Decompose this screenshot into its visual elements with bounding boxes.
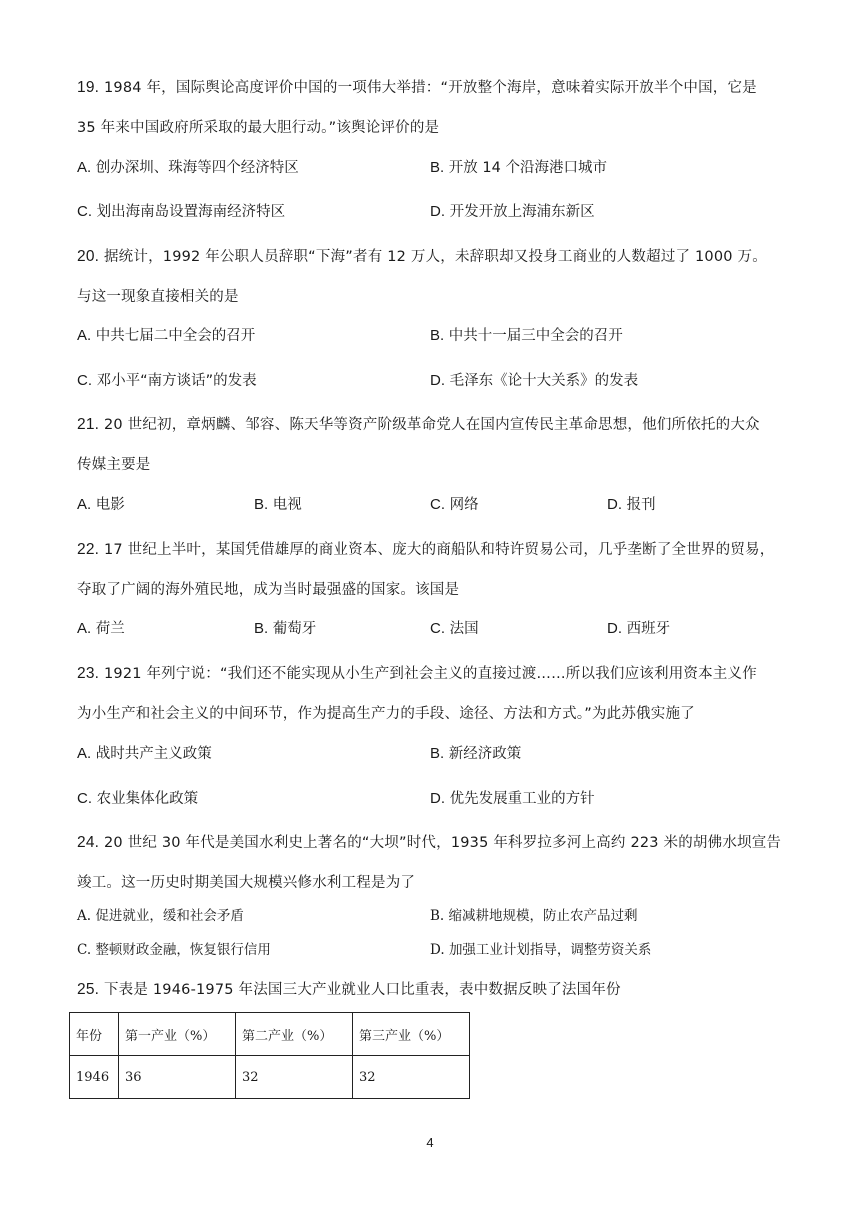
q20-stem-line2: 与这一现象直接相关的是 (77, 289, 239, 305)
q23-stem-line1: 1921 年列宁说：“我们还不能实现从小生产到社会主义的直接过渡……所以我们应该利用资本主义作 (103, 666, 757, 682)
q24-stem-line1: 20 世纪 30 年代是美国水利史上著名的“大坝”时代，1935 年科罗拉多河上高约 223 米的胡佛水坝宣告 (103, 835, 782, 851)
employment-table (69, 1012, 470, 1099)
table-header-cell: 第三产业（%） (353, 1013, 470, 1056)
table-header-cell: 第一产业（%） (119, 1013, 236, 1056)
q23-option-d: D. 优先发展重工业的方针 (430, 790, 595, 807)
q20-option-c: C. 邓小平“南方谈话”的发表 (77, 372, 257, 389)
table-cell: 1946 (70, 1056, 119, 1099)
q23-line1 (77, 664, 757, 684)
table-header-cell: 第二产业（%） (236, 1013, 353, 1056)
q22-option-d: D. 西班牙 (607, 620, 671, 637)
q19-option-a: A. 创办深圳、珠海等四个经济特区 (77, 159, 299, 176)
q25-stem-line1: 下表是 1946-1975 年法国三大产业就业人口比重表，表中数据反映了法国年份 (103, 982, 621, 998)
q19-option-b: B. 开放 14 个沿海港口城市 (430, 159, 607, 176)
page-number: 4 (426, 1135, 434, 1150)
q24-line1 (77, 833, 781, 853)
table-header-row (70, 1013, 470, 1056)
table-header-cell: 年份 (70, 1013, 119, 1056)
table-cell: 36 (119, 1056, 236, 1099)
q22-option-a: A. 荷兰 (77, 620, 125, 637)
q19-option-d: D. 开发开放上海浦东新区 (430, 203, 595, 220)
q19-number: 19. (77, 79, 100, 96)
q24-option-d: D. 加强工业计划指导，调整劳资关系 (430, 942, 652, 958)
q20-option-a: A. 中共七届二中全会的召开 (77, 327, 256, 344)
q19-line1 (77, 78, 757, 98)
q20-stem-line1: 据统计，1992 年公职人员辞职“下海”者有 12 万人，未辞职却又投身工商业的人数超过了 1000 万。 (103, 249, 767, 265)
q22-option-b: B. 葡萄牙 (254, 620, 317, 637)
q22-stem-line1: 17 世纪上半叶，某国凭借雄厚的商业资本、庞大的商船队和特许贸易公司，几乎垄断了全世界的贸易， (103, 542, 775, 558)
q24-option-c: C. 整顿财政金融，恢复银行信用 (77, 942, 271, 958)
q21-stem-line2: 传媒主要是 (77, 457, 151, 473)
q24-stem-line2: 竣工。这一历史时期美国大规模兴修水利工程是为了 (77, 875, 416, 891)
q23-option-c: C. 农业集体化政策 (77, 790, 199, 807)
q19-stem-line1: 1984 年，国际舆论高度评价中国的一项伟大举措：“开放整个海岸，意味着实际开放半个中国，它是 (103, 80, 757, 96)
q24-option-a: A. 促进就业，缓和社会矛盾 (77, 908, 244, 924)
q20-line1 (77, 247, 767, 267)
q20-option-b: B. 中共十一届三中全会的召开 (430, 327, 623, 344)
q19-option-c: C. 划出海南岛设置海南经济特区 (77, 203, 286, 220)
q22-stem-line2: 夺取了广阔的海外殖民地，成为当时最强盛的国家。该国是 (77, 582, 460, 598)
q21-number: 21. (77, 416, 100, 433)
q22-line1 (77, 540, 774, 560)
q24-number: 24. (77, 834, 100, 851)
q23-stem-line2: 为小生产和社会主义的中间环节，作为提高生产力的手段、途径、方法和方式。”为此苏俄实施了 (77, 706, 695, 722)
q21-stem-line1: 20 世纪初，章炳麟、邹容、陈天华等资产阶级革命党人在国内宣传民主革命思想，他们所依托的大众 (103, 417, 760, 433)
q21-option-b: B. 电视 (254, 496, 302, 513)
q20-option-d: D. 毛泽东《论十大关系》的发表 (430, 372, 639, 389)
q23-number: 23. (77, 665, 100, 682)
q22-option-c: C. 法国 (430, 620, 479, 637)
table-row (70, 1056, 470, 1099)
q19-stem-line2: 35 年来中国政府所采取的最大胆行动。”该舆论评价的是 (77, 120, 440, 136)
table-cell: 32 (353, 1056, 470, 1099)
q21-line1 (77, 415, 760, 435)
q21-option-a: A. 电影 (77, 496, 125, 513)
q21-option-d: D. 报刊 (607, 496, 656, 513)
q23-option-a: A. 战时共产主义政策 (77, 745, 212, 762)
q21-option-c: C. 网络 (430, 496, 479, 513)
q23-option-b: B. 新经济政策 (430, 745, 522, 762)
q25-number: 25. (77, 981, 100, 998)
table-cell: 32 (236, 1056, 353, 1099)
q25-line1 (77, 980, 621, 1000)
q22-number: 22. (77, 541, 100, 558)
q24-option-b: B. 缩减耕地规模，防止农产品过剩 (430, 908, 638, 924)
q20-number: 20. (77, 248, 100, 265)
